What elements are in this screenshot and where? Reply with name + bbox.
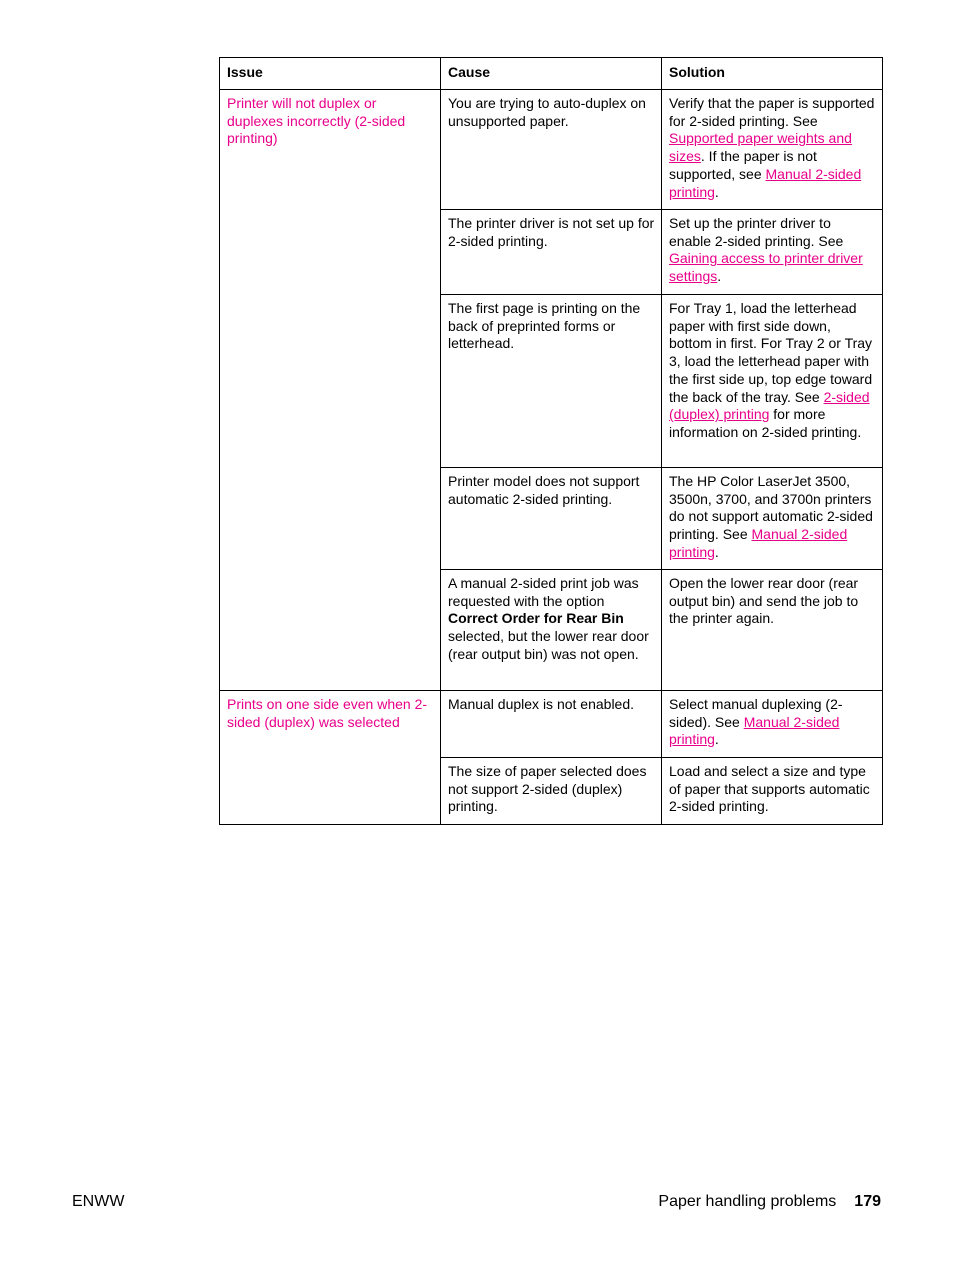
cause-cell: The size of paper selected does not support 2-sided (duplex) printing. <box>441 758 662 825</box>
header-solution: Solution <box>662 58 883 90</box>
cause-cell: A manual 2-sided print job was requested with the option Correct Order for Rear Bin selected, but the lower rear door (rear output bin) was not open. <box>441 570 662 691</box>
solution-cell: Open the lower rear door (rear output bin) and send the job to the printer again. <box>662 570 883 691</box>
link-2-sided-duplex-printing[interactable]: 2-sided (duplex) printing <box>669 388 870 423</box>
solution-cell: Set up the printer driver to enable 2-sided printing. See Gaining access to printer driver settings. <box>662 210 883 295</box>
cause-cell: Printer model does not support automatic 2-sided printing. <box>441 468 662 570</box>
issue-link-prints-one-side[interactable]: Prints on one side even when 2-sided (duplex) was selected <box>220 691 441 825</box>
troubleshooting-table <box>219 57 883 825</box>
header-issue: Issue <box>220 58 441 90</box>
link-manual-2-sided-printing[interactable]: Manual 2-sided printing <box>669 526 848 560</box>
table-row <box>220 90 883 210</box>
header-cause: Cause <box>441 58 662 90</box>
footer-page-info <box>658 1192 881 1212</box>
link-printer-driver-settings[interactable]: Gaining access to printer driver settings <box>669 250 863 285</box>
cause-cell: The first page is printing on the back of preprinted forms or letterhead. <box>441 295 662 468</box>
cause-cell: The printer driver is not set up for 2-sided printing. <box>441 210 662 295</box>
cause-cell: You are trying to auto-duplex on unsupported paper. <box>441 90 662 210</box>
solution-cell: Load and select a size and type of paper that supports automatic 2-sided printing. <box>662 758 883 825</box>
table-header-row <box>220 58 883 90</box>
solution-cell: Verify that the paper is supported for 2-sided printing. See Supported paper weights and sizes. If the paper is not supported, see Manual 2-sided printing. <box>662 90 883 210</box>
footer-section-title: Paper handling problems <box>658 1193 837 1210</box>
link-manual-2-sided-printing[interactable]: Manual 2-sided printing <box>669 165 862 200</box>
solution-cell: For Tray 1, load the letterhead paper with first side down, bottom in first. For Tray 2 or Tray 3, load the letterhead paper with the first side up, top edge toward the back of the tray. See 2-sided (duplex) printing for more information on 2-sided printing. <box>662 295 883 468</box>
link-manual-2-sided-printing[interactable]: Manual 2-sided printing <box>669 713 840 748</box>
cause-cell: Manual duplex is not enabled. <box>441 691 662 758</box>
solution-cell: The HP Color LaserJet 3500, 3500n, 3700, and 3700n printers do not support automatic 2-sided printing. See Manual 2-sided printing. <box>662 468 883 570</box>
option-name: Correct Order for Rear Bin <box>448 610 624 627</box>
solution-cell: Select manual duplexing (2-sided). See Manual 2-sided printing. <box>662 691 883 758</box>
footer-doc-code: ENWW <box>72 1193 125 1210</box>
link-supported-paper-weights[interactable]: Supported paper weights and sizes <box>669 130 852 165</box>
page-number: 179 <box>854 1193 881 1210</box>
issue-link-duplex-incorrect[interactable]: Printer will not duplex or duplexes incorrectly (2-sided printing) <box>220 90 441 691</box>
table-row <box>220 691 883 758</box>
